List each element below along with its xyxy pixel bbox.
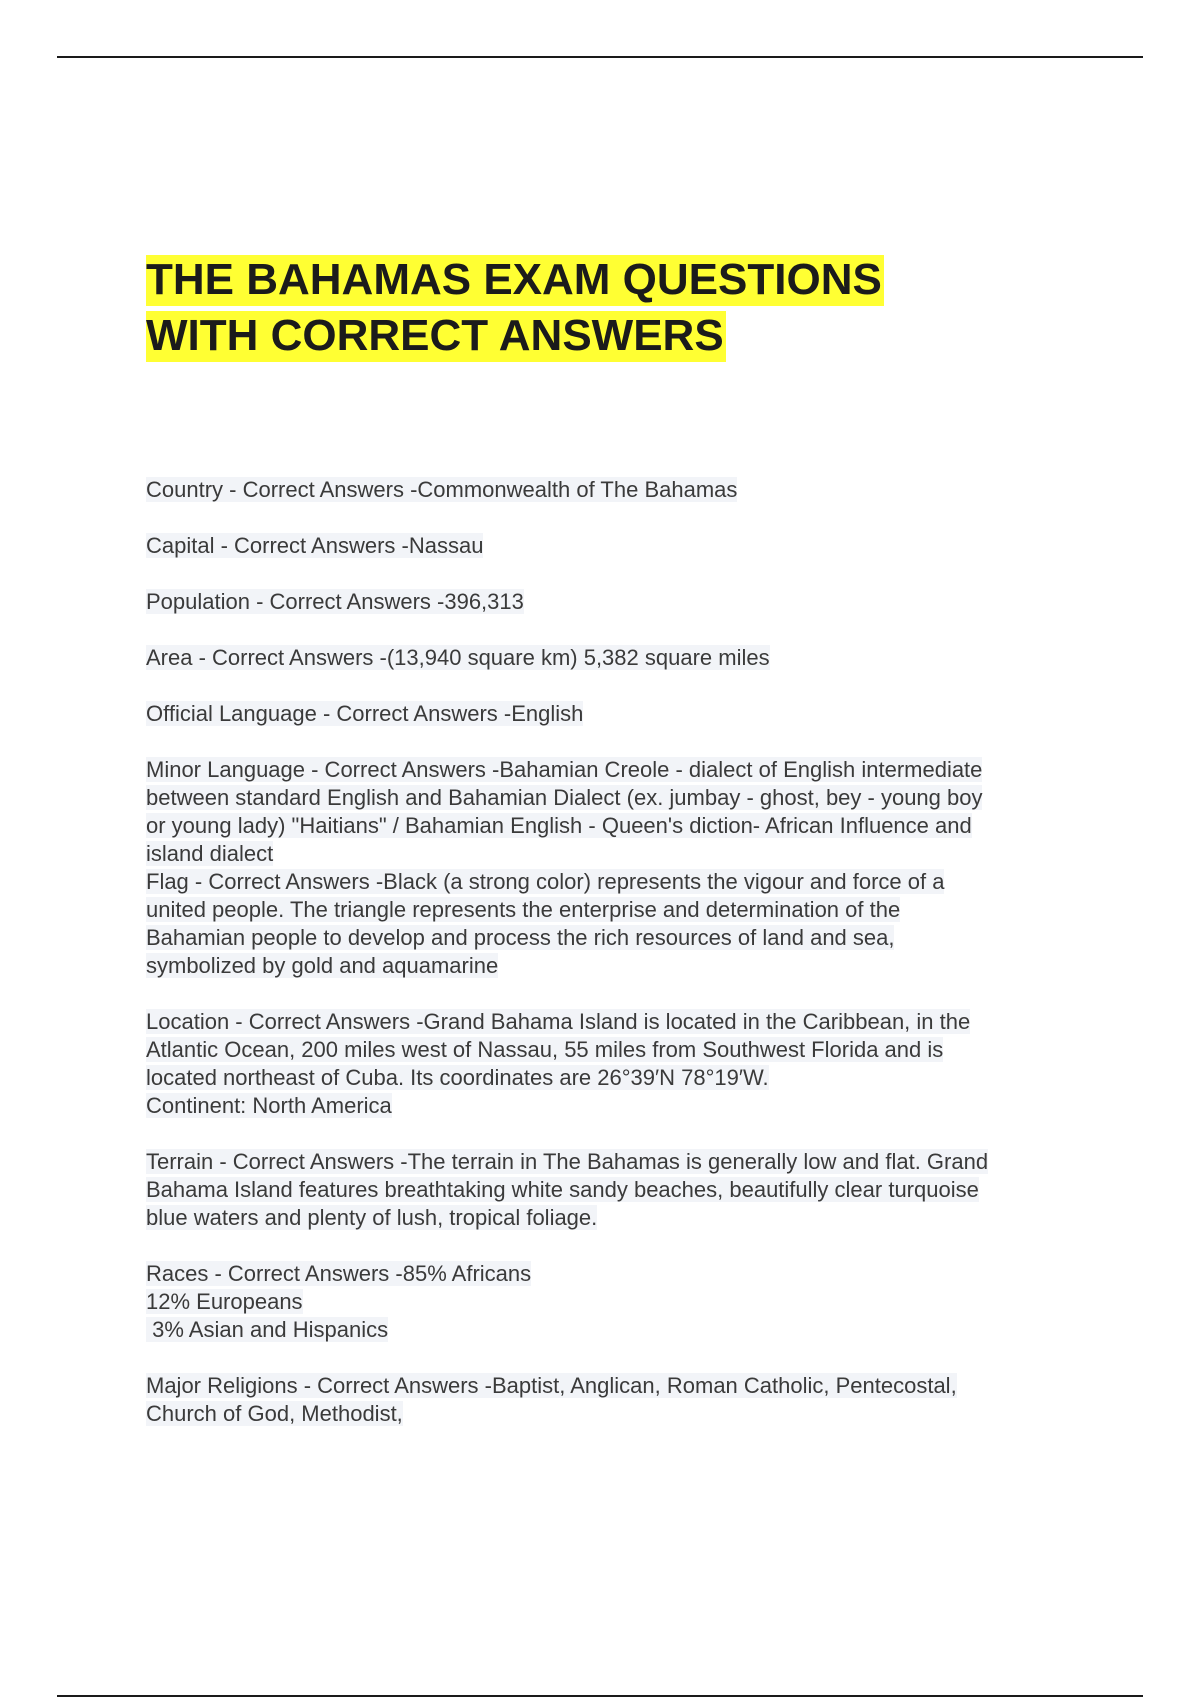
entry-races	[146, 1260, 1086, 1344]
terrain-line: Terrain - Correct Answers -The terrain in The Bahamas is generally low and flat. Grand	[146, 1149, 989, 1174]
races-line: 3% Asian and Hispanics	[146, 1317, 389, 1342]
entry-capital	[146, 532, 1086, 560]
location-line: Location - Correct Answers -Grand Bahama Island is located in the Caribbean, in the	[146, 1009, 971, 1034]
location-line: located northeast of Cuba. Its coordinates are 26°39′N 78°19′W.	[146, 1065, 769, 1090]
races-line: Races - Correct Answers -85% Africans	[146, 1261, 532, 1286]
entry-capital-text: Capital - Correct Answers -Nassau	[146, 533, 484, 558]
qa-content	[146, 476, 1086, 1456]
religions-line: Major Religions - Correct Answers -Baptist, Anglican, Roman Catholic, Pentecostal,	[146, 1373, 957, 1398]
entry-area-text: Area - Correct Answers -(13,940 square km) 5,382 square miles	[146, 645, 770, 670]
location-line: Atlantic Ocean, 200 miles west of Nassau, 55 miles from Southwest Florida and is	[146, 1037, 944, 1062]
bottom-rule	[57, 1695, 1143, 1697]
title-line-2: WITH CORRECT ANSWERS	[146, 311, 724, 360]
entry-location	[146, 1008, 1086, 1120]
entry-population	[146, 588, 1086, 616]
religions-line: Church of God, Methodist,	[146, 1401, 403, 1426]
entry-official-language-text: Official Language - Correct Answers -English	[146, 701, 584, 726]
entry-terrain	[146, 1148, 1086, 1232]
entry-religions	[146, 1372, 1086, 1428]
minor-language-line: island dialect	[146, 841, 274, 866]
entry-minor-language	[146, 756, 1086, 868]
entry-country-text: Country - Correct Answers -Commonwealth of The Bahamas	[146, 477, 738, 502]
minor-language-line: or young lady) "Haitians" / Bahamian English - Queen's diction- African Influence and	[146, 813, 972, 838]
flag-line: Bahamian people to develop and process the rich resources of land and sea,	[146, 925, 895, 950]
title-line-1: THE BAHAMAS EXAM QUESTIONS	[146, 255, 882, 304]
location-line: Continent: North America	[146, 1093, 392, 1118]
minor-language-line: Minor Language - Correct Answers -Bahamian Creole - dialect of English intermediate	[146, 757, 983, 782]
entry-flag	[146, 868, 1086, 980]
top-rule	[57, 56, 1143, 58]
entry-population-text: Population - Correct Answers -396,313	[146, 589, 524, 614]
flag-line: symbolized by gold and aquamarine	[146, 953, 499, 978]
entry-official-language	[146, 700, 1086, 728]
minor-language-line: between standard English and Bahamian Dialect (ex. jumbay - ghost, bey - young boy	[146, 785, 983, 810]
races-line: 12% Europeans	[146, 1289, 303, 1314]
flag-line: Flag - Correct Answers -Black (a strong color) represents the vigour and force of a	[146, 869, 945, 894]
terrain-line: blue waters and plenty of lush, tropical foliage.	[146, 1205, 598, 1230]
flag-line: united people. The triangle represents the enterprise and determination of the	[146, 897, 901, 922]
terrain-line: Bahama Island features breathtaking white sandy beaches, beautifully clear turquoise	[146, 1177, 979, 1202]
entry-area	[146, 644, 1086, 672]
entry-country	[146, 476, 1086, 504]
document-title	[146, 252, 1146, 364]
